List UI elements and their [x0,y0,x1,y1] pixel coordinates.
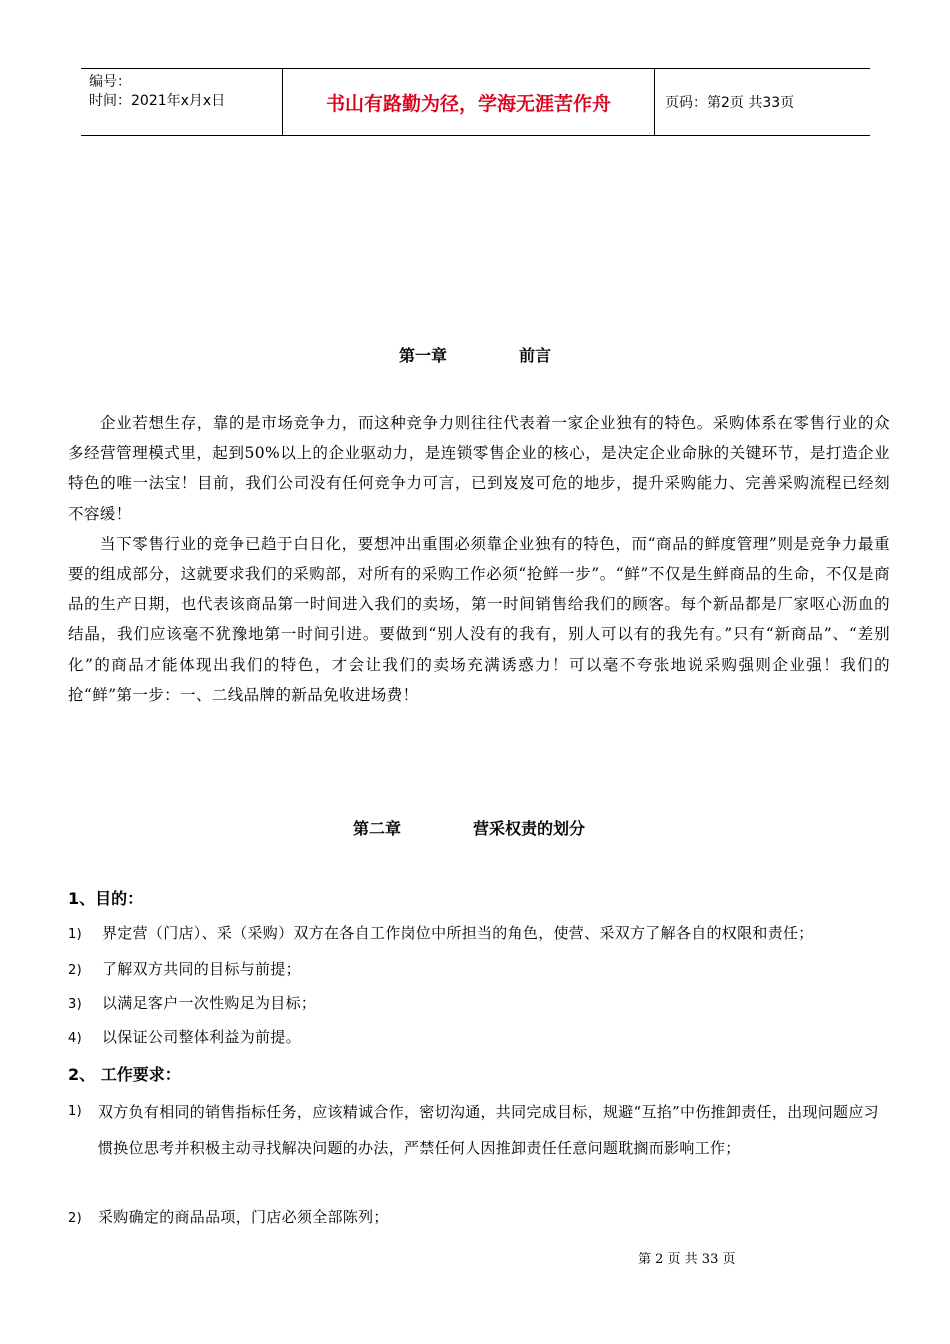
list-item [68,1022,890,1054]
list-item [68,988,890,1020]
chapter-1-heading [0,343,950,366]
paragraph: 当下零售行业的竞争已趋于白日化，要想冲出重围必须靠企业独有的特色，而“商品的鲜度管理”则是竞争力最重要的组成部分，这就要求我们的采购部，对所有的采购工作必须“抢鲜一步”。“鲜”不仅是生鲜商品的生命，不仅是商品的生产日期，也代表该商品第一时间进入我们的卖场，第一时间销售给我们的顾客。每个新品都是厂家呕心沥血的结晶，我们应该毫不犹豫地第一时间引进。要做到“别人没有的我有，别人可以有的我先有。”只有“新商品”、“差别化”的商品才能体现出我们的特色，才会让我们的卖场充满诱惑力！可以毫不夸张地说采购强则企业强！我们的抢“鲜”第一步：一、二线品牌的新品免收进场费！ [68,534,890,704]
chapter-2-heading [0,816,944,839]
list-item-text: 以满足客户一次性购足为目标； [102,994,317,1012]
time-label: 时间：2021年x月x日 [89,93,226,109]
list-item-number: 1) [68,927,82,942]
list-item-text: 以保证公司整体利益为前提。 [102,1028,301,1046]
list-item [68,1094,890,1166]
section-2-title: 2、 工作要求： [68,1065,181,1084]
header-page-code: 页码：第2页 共33页 [665,95,795,111]
list-item-text: 界定营（门店）、采（采购）双方在各自工作岗位中所担当的角色，使营、采双方了解各自的权限和责任； [102,924,814,942]
list-item-number: 3) [68,997,82,1012]
section-1-title: 1、目的： [68,889,144,908]
list-item-number: 2) [68,963,82,978]
list-item-text: 采购确定的商品品项，门店必须全部陈列； [98,1208,389,1226]
list-item-text: 了解双方共同的目标与前提； [102,960,301,978]
chapter-2-title: 营采权责的划分 [473,819,586,838]
chapter-2-number: 第二章 [352,819,401,838]
number-label: 编号： [89,74,131,90]
list-item-number: 2) [68,1211,82,1226]
chapter-1-title: 前言 [519,346,552,365]
list-item [68,1202,890,1234]
chapter-1-number: 第一章 [398,346,447,365]
chapter-1-body [68,408,890,710]
header-info [81,69,282,135]
paragraph: 企业若想生存，靠的是市场竞争力，而这种竞争力则往往代表着一家企业独有的特色。采购体系在零售行业的众多经营管理模式里，起到50%以上的企业驱动力，是连锁零售企业的核心，是决定企业命脉的关键环节，是打造企业特色的唯一法宝！目前，我们公司没有任何竞争力可言，已到岌岌可危的地步，提升采购能力、完善采购流程已经刻不容缓！ [68,414,890,523]
list-item-number: 4) [68,1031,82,1046]
list-item-text: 双方负有相同的销售指标任务，应该精诚合作，密切沟通，共同完成目标，规避“互掐”中伤推卸责任，出现问题应习惯换位思考并积极主动寻找解决问题的办法，严禁任何人因推卸责任任意问题耽搁而影响工作； [98,1103,879,1157]
header-table [81,68,870,136]
list-item [68,954,890,986]
list-item [68,918,890,950]
list-item-number: 1) [68,1104,82,1119]
page-footer: 第 2 页 共 33 页 [638,1252,736,1267]
header-motto: 书山有路勤为径，学海无涯苦作舟 [282,69,655,135]
